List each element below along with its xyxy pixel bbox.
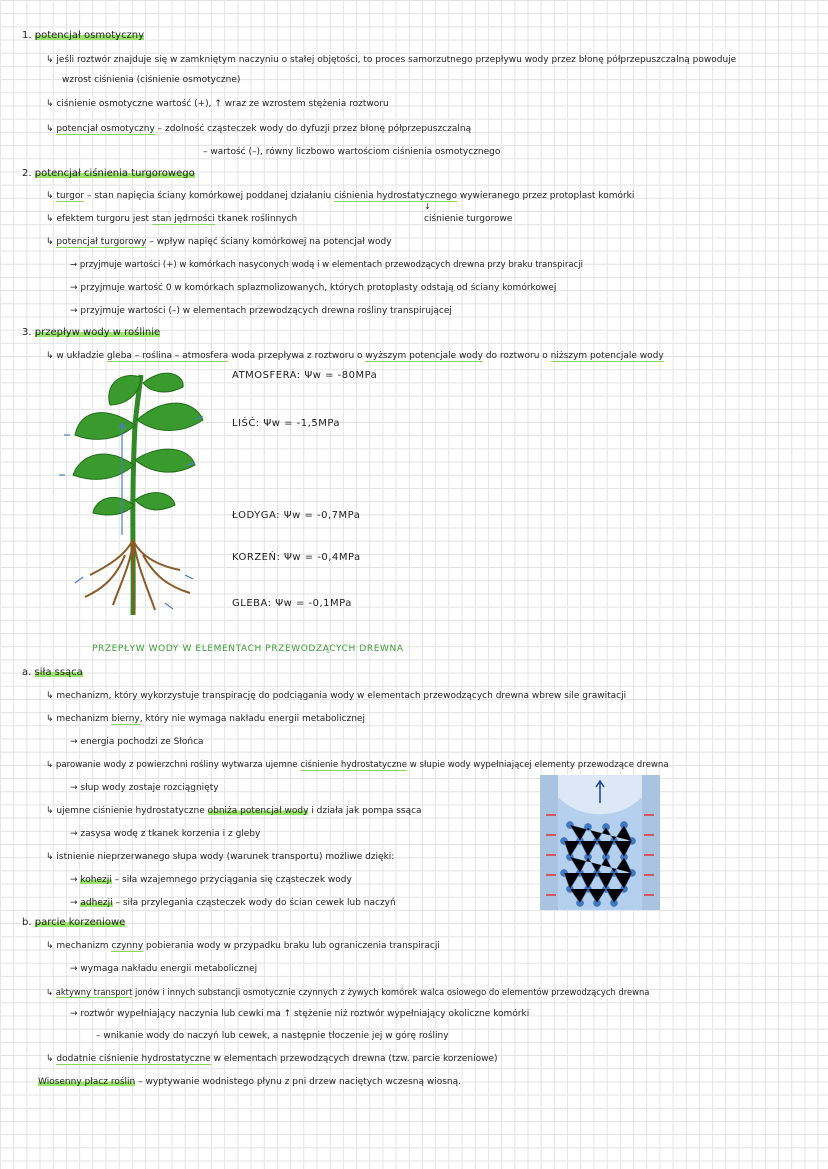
text-line: ↳ potencjał turgorowy – wpływ napięć ściany komórkowej na potencjał wody bbox=[46, 237, 392, 247]
text-line: ↳ ujemne ciśnienie hydrostatyczne obniża potencjał wody i działa jak pompa ssąca bbox=[46, 806, 422, 816]
plant-roots bbox=[85, 540, 190, 615]
section-number: 1. bbox=[22, 30, 32, 41]
xylem-flow-subtitle: PRZEPŁYW WODY W ELEMENTACH PRZEWODZĄCYCH DREWNA bbox=[92, 644, 404, 654]
term: ciśnienia hydrostatycznego bbox=[334, 191, 457, 201]
section-title: potencjał osmotyczny bbox=[34, 30, 145, 41]
text-line: → kohezji – siła wzajemnego przyciągania się cząsteczek wody bbox=[70, 875, 352, 885]
text-line: → roztwór wypełniający naczynia lub cewki ma ↑ stężenie niż roztwór wypełniający okoliczne komórki bbox=[70, 1009, 530, 1019]
text-line: ↳ potencjał osmotyczny – zdolność cząsteczek wody do dyfuzji przez błonę półprzepuszczalną bbox=[46, 124, 472, 134]
section-b-heading: b. parcie korzeniowe bbox=[22, 917, 126, 928]
note-turgor-pressure: ciśnienie turgorowe bbox=[424, 214, 513, 224]
text-line: ↳ mechanizm, który wykorzystuje transpirację do podciągania wody w elementach przewodzących drewna wbrew sile grawitacji bbox=[46, 691, 627, 701]
section-a-heading: a. siła ssąca bbox=[22, 667, 83, 678]
text-line: → zasysa wodę z tkanek korzenia i z gleby bbox=[70, 829, 261, 839]
plant-illustration bbox=[55, 365, 220, 620]
label-root: KORZEŃ: Ψw = -0,4MPa bbox=[232, 552, 361, 563]
term: gleba – roślina – atmosfera bbox=[106, 351, 229, 361]
text-line: ↳ turgor – stan napięcia ściany komórkowej poddanej działaniu ciśnienia hydrostatycznego wywieranego przez protoplast komórki bbox=[46, 191, 635, 201]
section-title: potencjał ciśnienia turgorowego bbox=[34, 168, 195, 179]
text-line: → wymaga nakładu energii metabolicznej bbox=[70, 964, 258, 974]
text-line: → przyjmuje wartości (+) w komórkach nasyconych wodą i w elementach przewodzących drewna przy braku transpiracji bbox=[70, 260, 583, 270]
term: stan jędrności bbox=[151, 214, 215, 224]
text-line: → adhezji – siła przylegania cząsteczek wody do ścian cewek lub naczyń bbox=[70, 898, 396, 908]
text-line: – wartość (–), równy liczbowo wartościom ciśnienia osmotycznego bbox=[203, 147, 501, 157]
section-title: siła ssąca bbox=[34, 667, 83, 678]
term: turgor bbox=[56, 191, 85, 201]
text-line: ↳ aktywny transport jonów i innych substancji osmotycznie czynnych z żywych komórek walca osiowego do elementów przewodzących drewna bbox=[46, 987, 650, 997]
term: potencjał turgorowy bbox=[56, 237, 147, 247]
term: dodatnie ciśnienie hydrostatyczne bbox=[56, 1054, 211, 1064]
section-1-heading bbox=[22, 30, 144, 42]
text-line: ↳ efektem turgoru jest stan jędrności tkanek roślinnych bbox=[46, 214, 298, 224]
text-line: ↳ jeśli roztwór znajduje się w zamkniętym naczyniu o stałej objętości, to proces samorzutnego przepływu wody przez błonę półprzepuszczalną powoduje bbox=[46, 55, 737, 65]
text-line: ↳ istnienie nieprzerwanego słupa wody (warunek transportu) możliwe dzięki: bbox=[46, 852, 395, 862]
term: bierny bbox=[111, 714, 140, 724]
term: obniża potencjał wody bbox=[207, 806, 309, 816]
label-stem: ŁODYGA: Ψw = -0,7MPa bbox=[232, 510, 361, 521]
label-soil: GLEBA: Ψw = -0,1MPa bbox=[232, 598, 352, 609]
text-line: → przyjmuje wartości (–) w elementach przewodzących drewna rośliny transpirującej bbox=[70, 306, 452, 316]
cohesion-adhesion-diagram bbox=[540, 775, 660, 910]
section-title: przepływ wody w roślinie bbox=[34, 327, 161, 338]
text-line: wzrost ciśnienia (ciśnienie osmotyczne) bbox=[62, 75, 241, 85]
term: niższym potencjale wody bbox=[550, 351, 664, 361]
label-leaf: LIŚĆ: Ψw = -1,5MPa bbox=[232, 418, 341, 429]
term: ciśnienie hydrostatyczne bbox=[300, 760, 408, 770]
down-arrow-icon: ↓ bbox=[424, 202, 431, 211]
term: aktywny transport bbox=[55, 987, 133, 997]
term: kohezji bbox=[80, 875, 112, 885]
term: adhezji bbox=[80, 898, 113, 908]
term: wyższym potencjale wody bbox=[365, 351, 483, 361]
text-line: ↳ mechanizm bierny, który nie wymaga nakładu energii metabolicznej bbox=[46, 714, 365, 724]
text-line: → przyjmuje wartość 0 w komórkach splazmolizowanych, których protoplasty odstają od ściany komórkowej bbox=[70, 283, 557, 293]
text-line: – wnikanie wody do naczyń lub cewek, a następnie tłoczenie jej w górę rośliny bbox=[96, 1031, 449, 1041]
term: potencjał osmotyczny bbox=[56, 124, 155, 134]
text-line: ↳ dodatnie ciśnienie hydrostatyczne w elementach przewodzących drewna (tzw. parcie korzeniowe) bbox=[46, 1054, 498, 1064]
text-line: → energia pochodzi ze Słońca bbox=[70, 737, 204, 747]
label-atmosphere: ATMOSFERA: Ψw = -80MPa bbox=[232, 370, 378, 381]
text-line: ↳ w układzie gleba – roślina – atmosfera woda przepływa z roztworu o wyższym potencjale wody do roztworu o niższym potencjale wody bbox=[46, 351, 664, 361]
term: Wiosenny płacz roślin bbox=[38, 1077, 136, 1087]
section-2-heading: 2. potencjał ciśnienia turgorowego bbox=[22, 168, 195, 179]
text-line: ↳ ciśnienie osmotyczne wartość (+), ↑ wraz ze wzrostem stężenia roztworu bbox=[46, 99, 389, 109]
text-line: ↳ parowanie wody z powierzchni rośliny wytwarza ujemne ciśnienie hydrostatyczne w słupie wody wypełniającej elementy przewodzące drewna bbox=[46, 760, 669, 770]
section-3-heading: 3. przepływ wody w roślinie bbox=[22, 327, 161, 338]
text-line: ↳ mechanizm czynny pobierania wody w przypadku braku lub ograniczenia transpiracji bbox=[46, 941, 440, 951]
section-title: parcie korzeniowe bbox=[34, 917, 126, 928]
text-line: Wiosenny płacz roślin – wyptywanie wodnistego płynu z pni drzew naciętych wczesną wiosną. bbox=[38, 1077, 462, 1087]
text-line: → słup wody zostaje rozciągnięty bbox=[70, 783, 219, 793]
term: czynny bbox=[111, 941, 144, 951]
